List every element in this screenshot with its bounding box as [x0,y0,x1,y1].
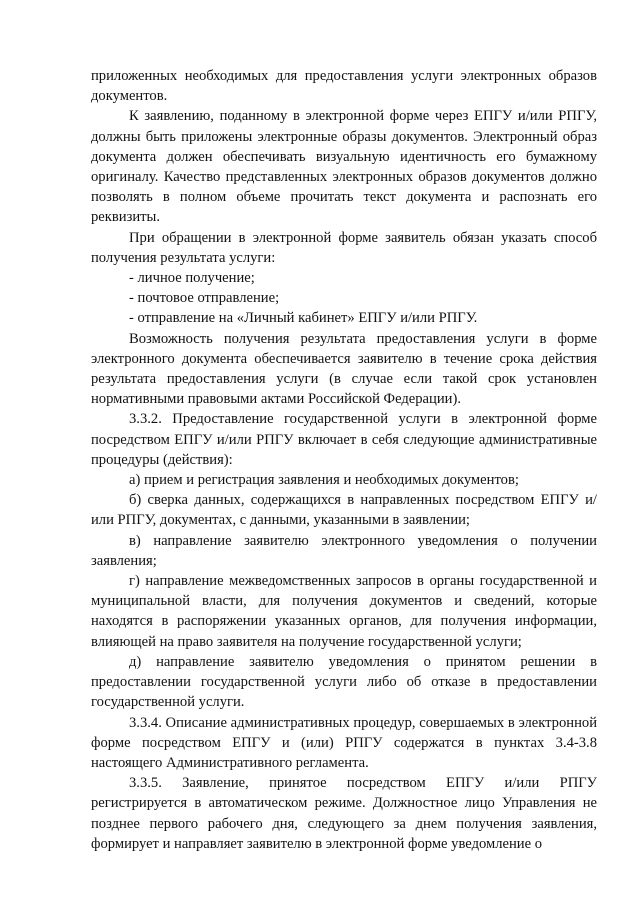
paragraph-3-3-4: 3.3.4. Описание административных процедур, совершаемых в электронной форме посредством ЕПГУ и (или) РПГУ содержатся в пунктах 3.4-3.8 настоящего Административного регламента. [91,714,597,771]
paragraph-result-method: При обращении в электронной форме заявитель обязан указать способ получения результата услуги: [91,229,597,266]
paragraph-3-3-2: 3.3.2. Предоставление государственной услуги в электронной форме посредством ЕПГУ и/или РПГУ включает в себя следующие административные процедуры (действия): [91,411,597,468]
paragraph-continuation: приложенных необходимых для предоставления услуги электронных образов документов. [91,68,597,105]
list-item-personal: - личное получение; [129,270,255,287]
document-page [91,66,597,854]
paragraph-electronic-result: Возможность получения результата предоставления услуги в форме электронного документа обеспечивается заявителю в течение срока действия результата предоставления услуги (в случае если такой срок установлен нормативными правовыми актами Российской Федерации). [91,330,597,408]
list-item-d: д) направление заявителю уведомления о принятом решении в предоставлении государственной услуги либо об отказе в предоставлении государственной услуги. [91,653,597,711]
list-item-v: в) направление заявителю электронного уведомления о получении заявления; [91,532,597,569]
list-item-b: б) сверка данных, содержащихся в направленных посредством ЕПГУ и/или РПГУ, документах, с данными, указанными в заявлении; [91,492,597,529]
list-item-a: а) прием и регистрация заявления и необходимых документов; [129,472,519,489]
list-item-g: г) направление межведомственных запросов в органы государственной и муниципальной власти, для получения документов и сведений, которые находятся в распоряжении указанных органов, для получения информации, влияющей на право заявителя на получение государственной услуги; [91,573,597,650]
paragraph-electronic-images: К заявлению, поданному в электронной форме через ЕПГУ и/или РПГУ, должны быть приложены электронные образы документов. Электронный образ документа должен обеспечивать визуальную идентичность его бумажному оригиналу. Качество представленных электронных образов документов должно позволять в полном объеме прочитать текст документа и распознать его реквизиты. [91,108,597,226]
list-item-cabinet: - отправление на «Личный кабинет» ЕПГУ и/или РПГУ. [129,310,478,327]
list-item-postal: - почтовое отправление; [129,290,280,307]
paragraph-3-3-5: 3.3.5. Заявление, принятое посредством ЕПГУ и/или РПГУ регистрируется в автоматическом режиме. Должностное лицо Управления не позднее первого рабочего дня, следующего за днем получения заявления, формирует и направляет заявителю в электронной форме уведомление о [91,775,597,852]
